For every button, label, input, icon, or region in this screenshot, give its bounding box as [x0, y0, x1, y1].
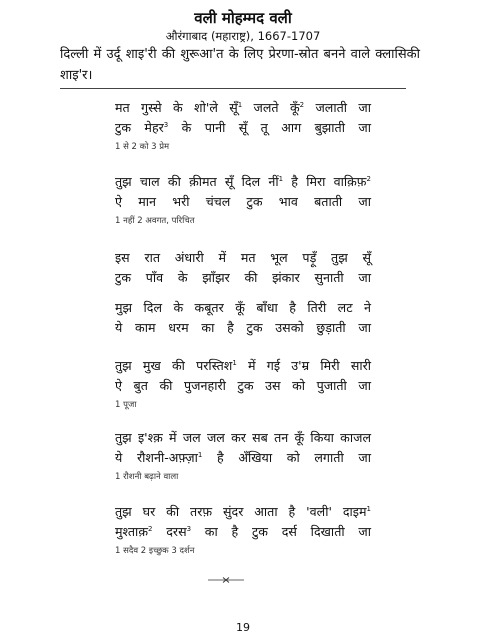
- couplet: [115, 248, 371, 288]
- couplet: [115, 298, 371, 338]
- verse-text: तुझ घर की तरफ़ सुंदर आता है 'वली' दाइम: [115, 504, 367, 519]
- verse-line: [115, 192, 371, 212]
- footnote-marker: 2: [148, 524, 153, 533]
- footnote-marker: 2: [299, 100, 305, 109]
- header-divider: [60, 88, 406, 89]
- verse-text: है मिरा वाक़िफ़: [283, 174, 367, 189]
- glossary-note: 1 सदैव 2 इच्छुक 3 दर्शन: [115, 546, 195, 556]
- verse-line: [115, 502, 371, 522]
- verse-text: के पानी सूँ तू आग बुझाती जा: [168, 120, 371, 135]
- verse-text: जलाती जा: [304, 100, 371, 115]
- verse-text: ऐ बुत की पुजनहारी टुक उस को पुजाती जा: [115, 378, 371, 393]
- glossary-note: 1 रौशनी बढ़ाने वाला: [115, 472, 179, 482]
- verse-text: में गई उ'म्र मिरी सारी: [236, 358, 372, 373]
- verse-line: [115, 448, 371, 468]
- verse-text: मुश्ताक़: [115, 524, 148, 539]
- poet-name-title: वली मोहम्मद वली: [194, 9, 292, 27]
- footnote-marker: 1: [232, 358, 237, 367]
- footnote-marker: 3: [186, 524, 192, 533]
- couplet: [115, 98, 371, 154]
- footnote-marker: 3: [163, 120, 169, 129]
- verse-line: [115, 318, 371, 338]
- verse-line: [115, 268, 371, 288]
- verse-line: [115, 118, 371, 138]
- couplet: [115, 502, 371, 558]
- verse-text: मत गुस्से के शो'ले सूँ: [115, 100, 238, 115]
- verse-text: तुझ इ'श्क़ में जल जल कर सब तन कूँ किया काजल: [115, 430, 371, 445]
- couplet: [115, 428, 371, 484]
- page-number: 19: [236, 621, 250, 634]
- verse-line: [115, 376, 371, 396]
- verse-line: [115, 522, 371, 542]
- verse-line: [115, 356, 371, 376]
- glossary-note: 1 पूजा: [115, 400, 137, 410]
- verse-line: [115, 428, 371, 448]
- verse-line: [115, 298, 371, 318]
- glossary-note: 1 से 2 को 3 प्रेम: [115, 142, 170, 152]
- verse-text: तुझ मुख की परस्तिश: [115, 358, 233, 373]
- verse-text: है अँखिया को लगाती जा: [202, 450, 371, 465]
- verse-line: [115, 248, 371, 268]
- poet-place-dates: औरंगाबाद (महाराष्ट्र), 1667-1707: [165, 29, 321, 43]
- verse-text: टुक पाँव के झाँझर की झंकार सुनाती जा: [115, 270, 371, 285]
- section-end-ornament: [208, 576, 244, 584]
- verse-line: [115, 172, 371, 192]
- verse-text: दरस: [152, 524, 187, 539]
- couplet: [115, 172, 371, 228]
- verse-text: ऐ मान भरी चंचल टुक भाव बताती जा: [115, 194, 371, 209]
- footnote-marker: 1: [237, 100, 243, 109]
- couplet: [115, 356, 371, 412]
- footnote-marker: 2: [366, 174, 371, 183]
- poet-introduction: दिल्ली में उर्दू शाइ'री की शुरूआ'त के लिए प्रेरणा-स्रोत बनने वाले क्लासिकी शाइ'र।: [60, 47, 420, 83]
- verse-line: [115, 98, 371, 118]
- verse-text: तुझ चाल की क़ीमत सूँ दिल नीं: [115, 174, 279, 189]
- glossary-note: 1 नहीं 2 अवगत, परिचित: [115, 216, 195, 226]
- footnote-marker: 1: [278, 174, 284, 183]
- verse-text: मुझ दिल के कबूतर कूँ बाँधा है तिरी लट ने: [115, 300, 371, 315]
- verse-text: का है टुक दर्स दिखाती जा: [191, 524, 371, 539]
- verse-text: ये रौशनी-अफ़्ज़ा: [115, 450, 198, 465]
- footnote-marker: 1: [366, 504, 371, 513]
- verse-text: इस रात अंधारी में मत भूल पड़ूँ तुझ सूँ: [115, 250, 371, 265]
- footnote-marker: 1: [197, 450, 203, 459]
- verse-text: टुक मेहर: [115, 120, 164, 135]
- verse-text: ये काम धरम का है टुक उसको छुड़ाती जा: [115, 320, 371, 335]
- verse-text: जलते कूँ: [242, 100, 300, 115]
